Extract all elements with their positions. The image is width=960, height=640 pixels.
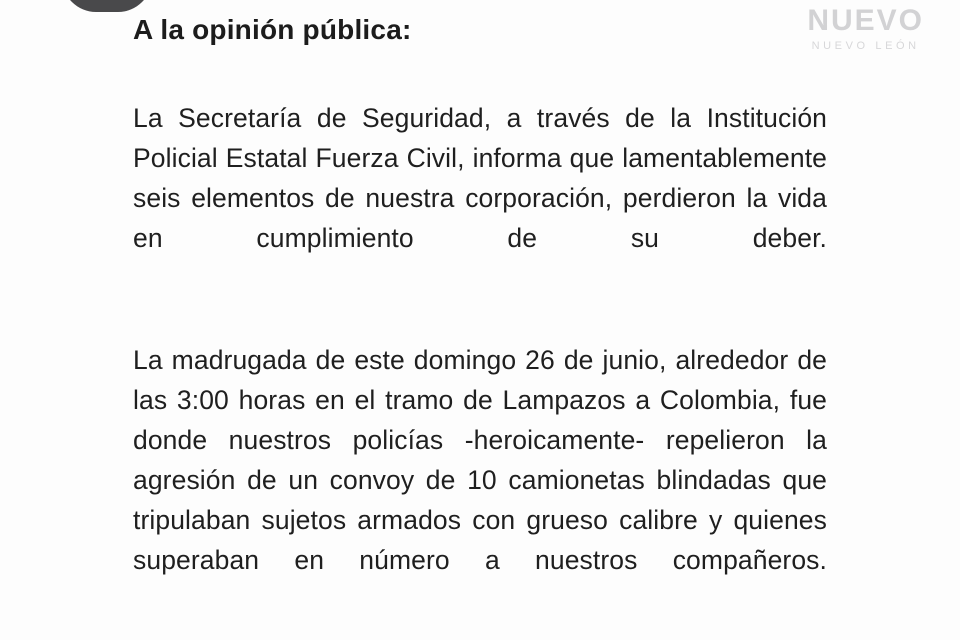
paragraph-1: La Secretaría de Seguridad, a través de la Institución Policial Estatal Fuerza Civil, informa que lamentablemente seis elementos de nuestra corporación, perdieron la vida en cumplimiento de su deber.	[133, 103, 827, 253]
paragraph-2: La madrugada de este domingo 26 de junio, alrededor de las 3:00 horas en el tramo de Lampazos a Colombia, fue donde nuestros policías -heroicamente- repelieron la agresión de un convoy de 10 camionetas blindadas que tripulaban sujetos armados con grueso calibre y quienes superaban en número a nuestros compañeros.	[133, 345, 827, 575]
brand-name: NUEVO	[807, 4, 924, 37]
brand-subtitle: NUEVO LEÓN	[811, 40, 920, 52]
document-body	[133, 0, 827, 640]
page-title: A la opinión pública:	[133, 14, 412, 45]
